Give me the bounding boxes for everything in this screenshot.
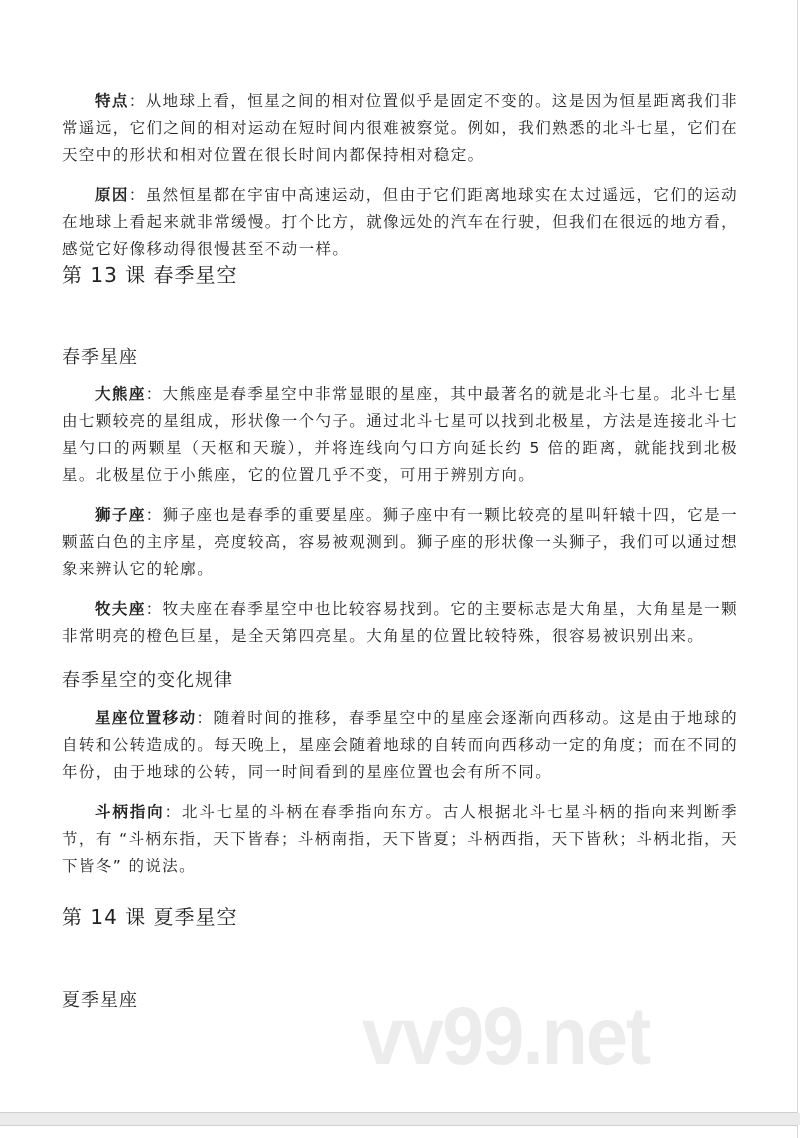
term: 原因 xyxy=(95,186,129,204)
term: 大熊座 xyxy=(95,385,146,403)
paragraph-handle-direction xyxy=(62,799,738,880)
body: ：从地球上看，恒星之间的相对位置似乎是固定不变的。这是因为恒星距离我们非常遥远，它们之间的相对运动在短时间内很难被察觉。例如，我们熟悉的北斗七星，它们在天空中的形状和相对位置在很长时间内都保持相对稳定。 xyxy=(62,92,739,164)
body: ：狮子座也是春季的重要星座。狮子座中有一颗比较亮的星叫轩辕十四，它是一颗蓝白色的主序星，亮度较高，容易被观测到。狮子座的形状像一头狮子，我们可以通过想象来辨认它的轮廓。 xyxy=(62,506,739,578)
watermark: vv99.net xyxy=(362,991,650,1082)
spring-changes-heading: 春季星空的变化规律 xyxy=(62,670,233,691)
lesson-14-heading: 第 14 课 夏季星空 xyxy=(62,905,238,929)
lesson-13-heading: 第 13 课 春季星空 xyxy=(62,263,238,287)
term: 牧夫座 xyxy=(95,600,146,618)
paragraph-reason xyxy=(62,182,738,263)
paragraph-position-movement xyxy=(62,705,738,786)
body: ：随着时间的推移，春季星空中的星座会逐渐向西移动。这是由于地球的自转和公转造成的。每天晚上，星座会随着地球的自转而向西移动一定的角度；而在不同的年份，由于地球的公转，同一时间看到的星座位置也会有所不同。 xyxy=(62,709,739,781)
spring-constellations-heading: 春季星座 xyxy=(62,347,138,368)
term: 星座位置移动 xyxy=(95,709,197,727)
summer-constellations-heading: 夏季星座 xyxy=(62,990,138,1011)
paragraph-features xyxy=(62,88,738,169)
paragraph-ursa-major xyxy=(62,381,738,489)
body: ：牧夫座在春季星空中也比较容易找到。它的主要标志是大角星，大角星是一颗非常明亮的橙色巨星，是全天第四亮星。大角星的位置比较特殊，很容易被识别出来。 xyxy=(62,600,738,645)
term: 特点 xyxy=(95,92,129,110)
next-page xyxy=(0,1125,798,1138)
body: ：虽然恒星都在宇宙中高速运动，但由于它们距离地球实在太过遥远，它们的运动在地球上看起来就非常缓慢。打个比方，就像远处的汽车在行驶，但我们在很远的地方看，感觉它好像移动得很慢甚至不动一样。 xyxy=(62,186,739,258)
paragraph-bootes xyxy=(62,596,738,650)
paragraph-leo xyxy=(62,502,738,583)
page-gap xyxy=(0,1113,800,1125)
body: ：北斗七星的斗柄在春季指向东方。古人根据北斗七星斗柄的指向来判断季节，有 “斗柄东指，天下皆春；斗柄南指，天下皆夏；斗柄西指，天下皆秋；斗柄北指，天下皆冬” 的说法。 xyxy=(62,803,739,875)
body: ：大熊座是春季星空中非常显眼的星座，其中最著名的就是北斗七星。北斗七星由七颗较亮的星组成，形状像一个勺子。通过北斗七星可以找到北极星，方法是连接北斗七星勺口的两颗星（天枢和天璇），并将连线向勺口方向延长约 5 倍的距离，就能找到北极星。北极星位于小熊座，它的位置几乎不变，可用于辨别方向。 xyxy=(62,385,739,484)
term: 斗柄指向 xyxy=(95,803,165,821)
term: 狮子座 xyxy=(95,506,146,524)
